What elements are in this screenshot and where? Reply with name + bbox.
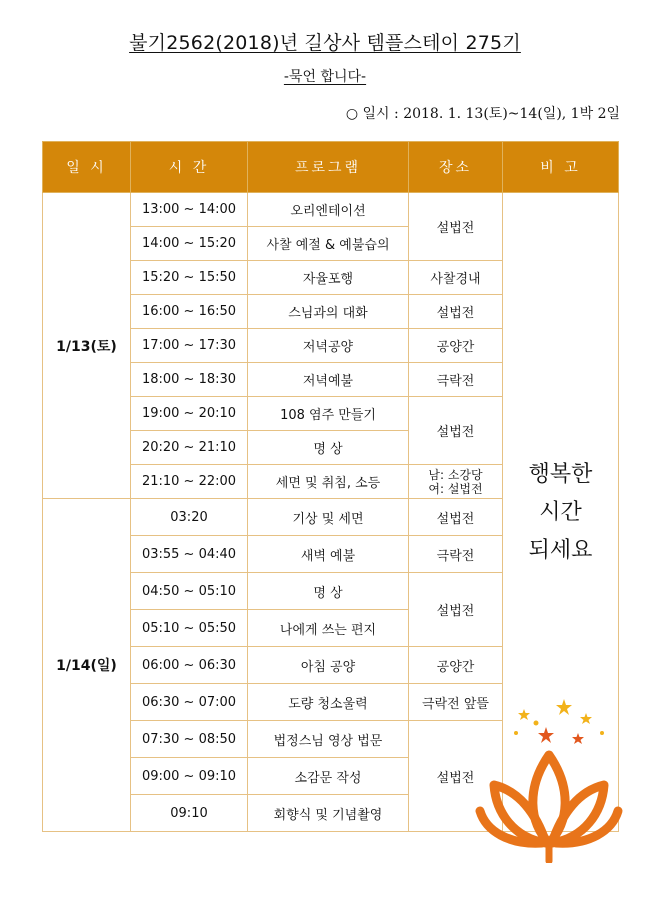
place-cell: 설법전: [409, 721, 503, 832]
place-cell: 공양간: [409, 329, 503, 363]
note-line: 행복한: [528, 462, 593, 487]
place-cell: 설법전: [409, 397, 503, 465]
program-cell: 나에게 쓰는 편지: [248, 610, 409, 647]
program-cell: 오리엔테이션: [248, 193, 409, 227]
star-icon: [518, 709, 530, 720]
note-line: 되세요: [528, 538, 593, 563]
time-cell: 18:00 ~ 18:30: [131, 363, 248, 397]
time-cell: 15:20 ~ 15:50: [131, 261, 248, 295]
note-message: [503, 456, 618, 570]
time-cell: 04:50 ~ 05:10: [131, 573, 248, 610]
program-cell: 법정스님 영상 법문: [248, 721, 409, 758]
place-line-women: 여: 설법전: [428, 481, 483, 496]
program-cell: 명 상: [248, 573, 409, 610]
lotus-flower-icon: [474, 693, 624, 863]
time-cell: 06:00 ~ 06:30: [131, 647, 248, 684]
header-place: 장소: [409, 142, 503, 193]
time-cell: 05:10 ~ 05:50: [131, 610, 248, 647]
place-cell: 공양간: [409, 647, 503, 684]
place-cell: 설법전: [409, 295, 503, 329]
place-cell: 설법전: [409, 499, 503, 536]
header-program: 프로그램: [248, 142, 409, 193]
header-time: 시 간: [131, 142, 248, 193]
program-cell: 새벽 예불: [248, 536, 409, 573]
program-cell: 아침 공양: [248, 647, 409, 684]
time-cell: 03:55 ~ 04:40: [131, 536, 248, 573]
page-title: 불기2562(2018)년 길상사 템플스테이 275기: [129, 32, 521, 54]
day-cell: 1/14(일): [43, 499, 131, 832]
place-line-men: 남: 소강당: [428, 467, 483, 482]
time-cell: 03:20: [131, 499, 248, 536]
program-cell: 기상 및 세면: [248, 499, 409, 536]
program-cell: 저녁예불: [248, 363, 409, 397]
place-cell: 극락전: [409, 363, 503, 397]
header-note: 비 고: [503, 142, 619, 193]
event-dateline: ○ 일시 : 2018. 1. 13(토)~14(일), 1박 2일: [345, 106, 620, 122]
time-cell: 09:10: [131, 795, 248, 832]
table-row: [43, 193, 619, 227]
program-cell: 저녁공양: [248, 329, 409, 363]
program-cell: 사찰 예절 & 예불습의: [248, 227, 409, 261]
header-date: 일 시: [43, 142, 131, 193]
star-icon: [580, 713, 592, 724]
time-cell: 20:20 ~ 21:10: [131, 431, 248, 465]
star-icon: [556, 699, 572, 715]
place-cell: 사찰경내: [409, 261, 503, 295]
page-subtitle: -묵언 합니다-: [283, 69, 367, 85]
time-cell: 21:10 ~ 22:00: [131, 465, 248, 499]
time-cell: 14:00 ~ 15:20: [131, 227, 248, 261]
star-icon: [572, 733, 584, 744]
place-cell: 극락전: [409, 536, 503, 573]
star-icon: [538, 727, 554, 743]
program-cell: 세면 및 취침, 소등: [248, 465, 409, 499]
time-cell: 07:30 ~ 08:50: [131, 721, 248, 758]
program-cell: 명 상: [248, 431, 409, 465]
program-cell: 도량 청소울력: [248, 684, 409, 721]
place-cell: 극락전 앞뜰: [409, 684, 503, 721]
time-cell: 06:30 ~ 07:00: [131, 684, 248, 721]
time-cell: 17:00 ~ 17:30: [131, 329, 248, 363]
day-cell: 1/13(토): [43, 193, 131, 499]
program-cell: 자율포행: [248, 261, 409, 295]
place-cell: 설법전: [409, 573, 503, 647]
program-cell: 스님과의 대화: [248, 295, 409, 329]
time-cell: 16:00 ~ 16:50: [131, 295, 248, 329]
time-cell: 09:00 ~ 09:10: [131, 758, 248, 795]
place-cell: 설법전: [409, 193, 503, 261]
time-cell: 19:00 ~ 20:10: [131, 397, 248, 431]
header-row: [43, 142, 619, 193]
program-cell: 소감문 작성: [248, 758, 409, 795]
time-cell: 13:00 ~ 14:00: [131, 193, 248, 227]
program-cell: 108 염주 만들기: [248, 397, 409, 431]
note-line: 시간: [539, 500, 582, 525]
program-cell: 회향식 및 기념촬영: [248, 795, 409, 832]
place-cell: [409, 465, 503, 499]
